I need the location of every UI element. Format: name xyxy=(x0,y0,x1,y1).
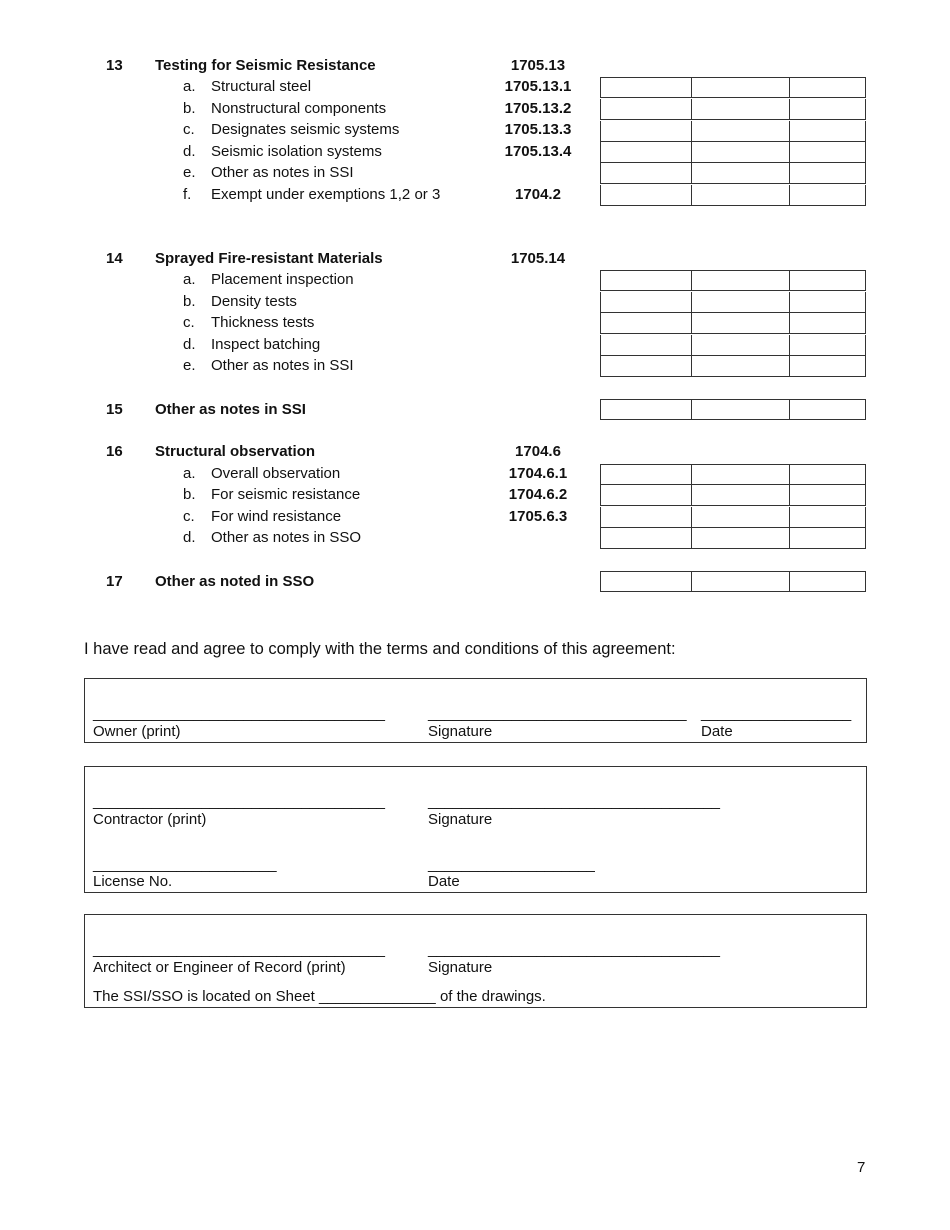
section-title: Testing for Seismic Resistance xyxy=(155,57,376,74)
contractor-name-label: Contractor (print) xyxy=(93,811,207,828)
entry-cell[interactable] xyxy=(692,163,790,184)
item-code: 1705.13.4 xyxy=(504,143,572,160)
owner-signature-line[interactable]: _______________________________ xyxy=(428,705,687,722)
item-label: Nonstructural components xyxy=(211,100,387,117)
entry-cell[interactable] xyxy=(790,399,866,420)
item-label: Designates seismic systems xyxy=(211,121,400,138)
entry-cell[interactable] xyxy=(790,313,866,334)
entry-cell[interactable] xyxy=(600,313,692,334)
item-label: Overall observation xyxy=(211,465,341,482)
item-letter: f. xyxy=(183,186,192,203)
entry-cell[interactable] xyxy=(600,292,692,313)
owner-name-label: Owner (print) xyxy=(93,723,181,740)
entry-cell[interactable] xyxy=(692,313,790,334)
section-number: 13 xyxy=(106,57,123,74)
architect-name-label: Architect or Engineer of Record (print) xyxy=(93,959,346,976)
entry-cell[interactable] xyxy=(600,163,692,184)
entry-row xyxy=(600,270,866,291)
owner-signature-box xyxy=(84,678,867,743)
entry-row xyxy=(600,464,866,485)
entry-cell[interactable] xyxy=(692,121,790,142)
entry-cell[interactable] xyxy=(790,356,866,377)
entry-cell[interactable] xyxy=(790,99,866,120)
section-code: 1705.13 xyxy=(510,57,566,74)
page-number: 7 xyxy=(857,1159,866,1176)
entry-cell[interactable] xyxy=(692,270,790,291)
item-code: 1705.13.2 xyxy=(504,100,572,117)
item-letter: a. xyxy=(183,465,196,482)
entry-cell[interactable] xyxy=(790,335,866,356)
item-letter: c. xyxy=(183,314,195,331)
item-label: For seismic resistance xyxy=(211,486,361,503)
item-letter: d. xyxy=(183,336,196,353)
entry-row xyxy=(600,528,866,549)
architect-name-line[interactable]: ___________________________________ xyxy=(93,941,385,958)
entry-cell[interactable] xyxy=(692,335,790,356)
entry-cell[interactable] xyxy=(790,270,866,291)
entry-cell[interactable] xyxy=(600,399,692,420)
entry-cell[interactable] xyxy=(692,77,790,98)
entry-cell[interactable] xyxy=(600,121,692,142)
section-title: Other as noted in SSO xyxy=(155,573,315,590)
entry-cell[interactable] xyxy=(790,571,866,592)
item-letter: e. xyxy=(183,357,196,374)
entry-cell[interactable] xyxy=(692,571,790,592)
item-label: Other as notes in SSO xyxy=(211,529,362,546)
entry-cell[interactable] xyxy=(600,507,692,528)
item-letter: d. xyxy=(183,529,196,546)
item-label: Exempt under exemptions 1,2 or 3 xyxy=(211,186,441,203)
entry-cell[interactable] xyxy=(600,185,692,206)
entry-row xyxy=(600,356,866,377)
item-label: Other as notes in SSI xyxy=(211,357,354,374)
entry-cell[interactable] xyxy=(790,292,866,313)
item-label: Density tests xyxy=(211,293,297,310)
item-code: 1705.6.3 xyxy=(508,508,568,525)
section-number: 15 xyxy=(106,401,123,418)
entry-row xyxy=(600,485,866,506)
entry-cell[interactable] xyxy=(692,142,790,163)
entry-cell[interactable] xyxy=(692,528,790,549)
item-letter: a. xyxy=(183,78,196,95)
entry-row xyxy=(600,185,866,206)
entry-cell[interactable] xyxy=(790,485,866,506)
item-code: 1705.13.3 xyxy=(504,121,572,138)
owner-date-label: Date xyxy=(701,723,733,740)
architect-signature-label: Signature xyxy=(428,959,493,976)
entry-cell[interactable] xyxy=(790,507,866,528)
contractor-date-label: Date xyxy=(428,873,460,890)
item-label: Placement inspection xyxy=(211,271,354,288)
entry-row xyxy=(600,313,866,334)
entry-row xyxy=(600,77,866,98)
entry-cell[interactable] xyxy=(790,528,866,549)
entry-cell[interactable] xyxy=(692,99,790,120)
sheet-location-suffix: of the drawings. xyxy=(439,988,546,1005)
entry-row xyxy=(600,335,866,356)
item-code: 1705.13.1 xyxy=(504,78,572,95)
license-number-label: License No. xyxy=(93,873,173,890)
item-label: Structural steel xyxy=(211,78,312,95)
section-number: 17 xyxy=(106,573,123,590)
entry-row xyxy=(600,571,866,592)
sheet-location-statement xyxy=(93,987,546,1007)
item-label: For wind resistance xyxy=(211,508,342,525)
contractor-date-line[interactable]: ____________________ xyxy=(428,856,595,873)
item-letter: c. xyxy=(183,121,195,138)
section-code: 1704.6 xyxy=(515,443,561,460)
entry-cell[interactable] xyxy=(692,185,790,206)
section-code: 1705.14 xyxy=(510,250,566,267)
contractor-signature-box xyxy=(84,766,867,893)
entry-cell[interactable] xyxy=(790,185,866,206)
entry-cell[interactable] xyxy=(692,507,790,528)
entry-cell[interactable] xyxy=(600,528,692,549)
entry-row xyxy=(600,163,866,184)
entry-row xyxy=(600,99,866,120)
agreement-statement: I have read and agree to comply with the terms and conditions of this agreement: xyxy=(84,640,676,658)
item-letter: b. xyxy=(183,293,196,310)
sheet-number-blank[interactable]: ______________ xyxy=(318,988,436,1005)
entry-cell[interactable] xyxy=(600,464,692,485)
entry-cell[interactable] xyxy=(790,77,866,98)
architect-signature-box xyxy=(84,914,867,1008)
entry-cell[interactable] xyxy=(692,399,790,420)
item-label: Inspect batching xyxy=(211,336,321,353)
contractor-signature-label: Signature xyxy=(428,811,493,828)
section-title: Sprayed Fire-resistant Materials xyxy=(155,250,383,267)
license-number-line[interactable]: ______________________ xyxy=(93,856,277,873)
entry-row xyxy=(600,121,866,142)
contractor-signature-line[interactable]: ___________________________________ xyxy=(428,793,720,810)
owner-name-line[interactable]: ___________________________________ xyxy=(93,705,385,722)
entry-cell[interactable] xyxy=(692,485,790,506)
item-code: 1704.6.1 xyxy=(508,465,568,482)
section-title: Structural observation xyxy=(155,443,316,460)
entry-cell[interactable] xyxy=(790,121,866,142)
item-code: 1704.6.2 xyxy=(508,486,568,503)
entry-cell[interactable] xyxy=(692,356,790,377)
entry-row xyxy=(600,507,866,528)
item-letter: c. xyxy=(183,508,195,525)
item-letter: d. xyxy=(183,143,196,160)
item-letter: b. xyxy=(183,486,196,503)
contractor-name-line[interactable]: ___________________________________ xyxy=(93,793,385,810)
item-label: Thickness tests xyxy=(211,314,315,331)
entry-cell[interactable] xyxy=(600,571,692,592)
entry-cell[interactable] xyxy=(692,464,790,485)
item-letter: a. xyxy=(183,271,196,288)
entry-cell[interactable] xyxy=(790,163,866,184)
owner-date-line[interactable]: __________________ xyxy=(701,705,852,722)
entry-cell[interactable] xyxy=(600,356,692,377)
item-code: 1704.2 xyxy=(515,186,561,203)
entry-cell[interactable] xyxy=(600,142,692,163)
architect-signature-line[interactable]: ___________________________________ xyxy=(428,941,720,958)
entry-cell[interactable] xyxy=(600,77,692,98)
item-label: Other as notes in SSI xyxy=(211,164,354,181)
entry-row xyxy=(600,292,866,313)
entry-cell[interactable] xyxy=(600,335,692,356)
entry-cell[interactable] xyxy=(790,142,866,163)
owner-signature-label: Signature xyxy=(428,723,493,740)
entry-cell[interactable] xyxy=(790,464,866,485)
entry-cell[interactable] xyxy=(600,270,692,291)
sheet-location-prefix: The SSI/SSO is located on Sheet xyxy=(93,988,315,1005)
section-title: Other as notes in SSI xyxy=(155,401,306,418)
item-letter: e. xyxy=(183,164,196,181)
section-number: 16 xyxy=(106,443,123,460)
entry-row xyxy=(600,142,866,163)
entry-cell[interactable] xyxy=(600,485,692,506)
item-label: Seismic isolation systems xyxy=(211,143,382,160)
entry-row xyxy=(600,399,866,420)
item-letter: b. xyxy=(183,100,196,117)
entry-cell[interactable] xyxy=(600,99,692,120)
section-number: 14 xyxy=(106,250,123,267)
entry-cell[interactable] xyxy=(692,292,790,313)
